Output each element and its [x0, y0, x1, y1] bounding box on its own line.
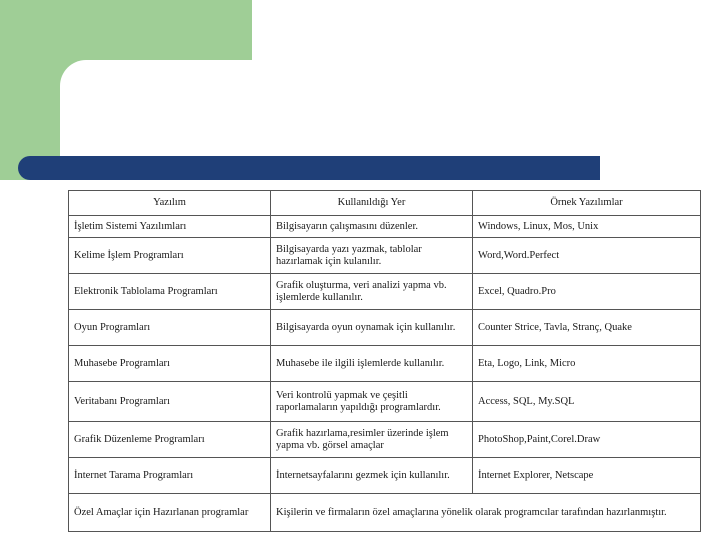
table-row: [69, 310, 701, 346]
cell-examples: Eta, Logo, Link, Micro: [473, 346, 701, 382]
cell-usage: İnternetsayfalarını gezmek için kullanılır.: [271, 458, 473, 494]
cell-examples: PhotoShop,Paint,Corel.Draw: [473, 422, 701, 458]
table-row: [69, 274, 701, 310]
cell-examples: Word,Word.Perfect: [473, 238, 701, 274]
cell-software: İşletim Sistemi Yazılımları: [69, 216, 271, 238]
table-header-row: [69, 191, 701, 216]
cell-software: Oyun Programları: [69, 310, 271, 346]
cell-usage: Grafik oluşturma, veri analizi yapma vb. işlemlerde kullanılır.: [271, 274, 473, 310]
header-software: Yazılım: [69, 191, 271, 216]
cell-software: Kelime İşlem Programları: [69, 238, 271, 274]
table-row: [69, 216, 701, 238]
cell-usage: Bilgisayarın çalışmasını düzenler.: [271, 216, 473, 238]
cell-usage: Veri kontrolü yapmak ve çeşitli raporlamaların yapıldığı programlardır.: [271, 382, 473, 422]
cell-merged-description: Kişilerin ve firmaların özel amaçlarına yönelik olarak programcılar tarafından hazırlanmıştır.: [271, 494, 701, 532]
cell-examples: İnternet Explorer, Netscape: [473, 458, 701, 494]
cell-examples: Excel, Quadro.Pro: [473, 274, 701, 310]
cell-usage: Grafik hazırlama,resimler üzerinde işlem yapma vb. görsel amaçlar: [271, 422, 473, 458]
software-table: [68, 190, 701, 532]
cell-software: Veritabanı Programları: [69, 382, 271, 422]
table-row: [69, 346, 701, 382]
cell-examples: Windows, Linux, Mos, Unix: [473, 216, 701, 238]
cell-software: Özel Amaçlar için Hazırlanan programlar: [69, 494, 271, 532]
table-row: [69, 238, 701, 274]
header-examples: Örnek Yazılımlar: [473, 191, 701, 216]
cell-examples: Access, SQL, My.SQL: [473, 382, 701, 422]
table-row: [69, 422, 701, 458]
cell-software: İnternet Tarama Programları: [69, 458, 271, 494]
table-row-last: [69, 494, 701, 532]
table-row: [69, 382, 701, 422]
cell-usage: Muhasebe ile ilgili işlemlerde kullanılır.: [271, 346, 473, 382]
table-row: [69, 458, 701, 494]
cell-examples: Counter Strice, Tavla, Stranç, Quake: [473, 310, 701, 346]
header-usage: Kullanıldığı Yer: [271, 191, 473, 216]
cell-usage: Bilgisayarda oyun oynamak için kullanılır.: [271, 310, 473, 346]
title-bar: [18, 156, 600, 180]
cell-software: Muhasebe Programları: [69, 346, 271, 382]
cell-software: Elektronik Tablolama Programları: [69, 274, 271, 310]
cell-usage: Bilgisayarda yazı yazmak, tablolar hazırlamak için kulanılır.: [271, 238, 473, 274]
cell-software: Grafik Düzenleme Programları: [69, 422, 271, 458]
